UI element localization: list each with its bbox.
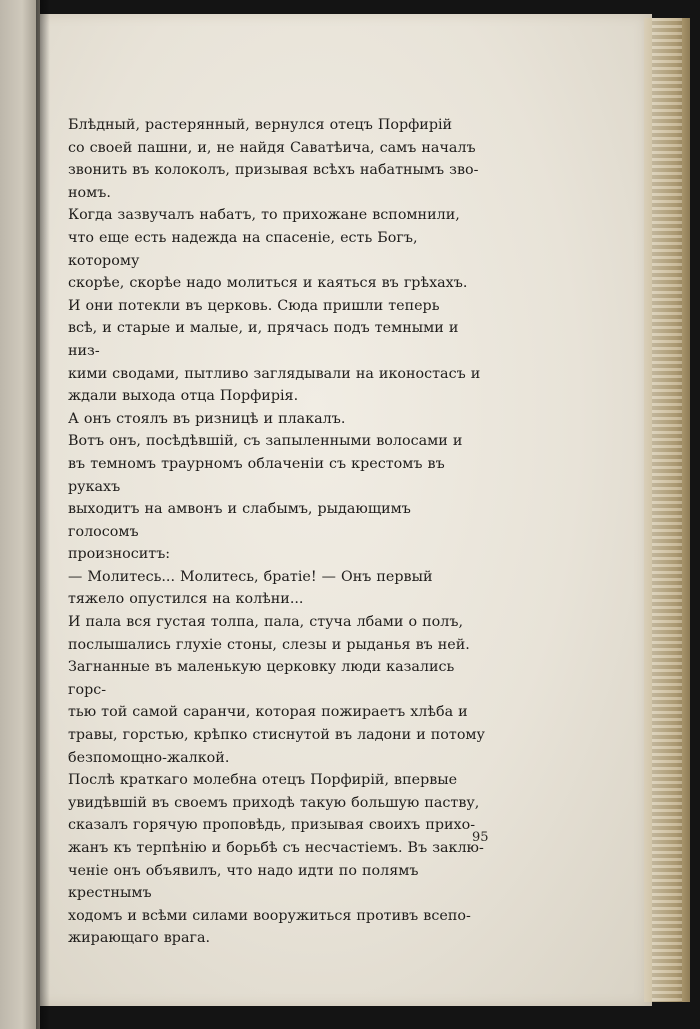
gutter-shadow xyxy=(36,0,50,1029)
paragraph: Послѣ краткаго молебна отецъ Порфирій, впервые увидѣвшій въ своемъ приходѣ такую большую паству, сказалъ горячую проповѣдь, призывая своихъ прихо- жанъ къ терпѣнію и борьбѣ съ несчастіемъ. Въ заклю- ченіе онъ объявилъ, что надо идти по полямъ крестнымъ ходомъ и всѣми силами вооружиться противъ всепо- жирающаго врага. xyxy=(68,772,484,947)
paragraph: И они потекли въ церковь. Сюда пришли теперь всѣ, и старые и малые, и, прячась подъ темными и низ- кими сводами, пытливо заглядывали на иконостасъ и ждали выхода отца Порфирія. xyxy=(68,297,481,405)
left-page-edge xyxy=(0,0,40,1029)
paragraph: И пала вся густая толпа, пала, стуча лбами о полъ, послышались глухіе стоны, слезы и рыданья въ ней. Загнанные въ маленькую церковку люди казались горс- тью той самой саранчи, которая пожираетъ хлѣба и травы, горстью, крѣпко стиснутой въ ладони и потому безпомощно-жалкой. xyxy=(68,614,485,766)
page-stack-edge xyxy=(644,18,690,1002)
paragraph: Блѣдный, растерянный, вернулся отецъ Порфирій со своей пашни, и, не найдя Саватѣича, самъ началъ звонить въ колоколъ, призывая всѣхъ набатнымъ зво- номъ. xyxy=(68,117,479,201)
paragraph: А онъ стоялъ въ ризницѣ и плакалъ. xyxy=(68,410,346,427)
book-page xyxy=(40,14,652,1006)
page-body-text xyxy=(68,114,486,950)
paragraph: Когда зазвучалъ набатъ, то прихожане вспомнили, что еще есть надежда на спасеніе, есть Богъ, которому скорѣе, скорѣе надо молиться и каяться въ грѣхахъ. xyxy=(68,207,468,292)
paragraph: — Молитесь... Молитесь, братіе! — Онъ первый тяжело опустился на колѣни... xyxy=(68,568,433,608)
paragraph: Вотъ онъ, посѣдѣвшій, съ запыленными волосами и въ темномъ траурномъ облаченіи съ крестомъ въ рукахъ выходитъ на амвонъ и слабымъ, рыдающимъ голосомъ произноситъ: xyxy=(68,433,463,563)
page-number: 95 xyxy=(472,830,489,845)
